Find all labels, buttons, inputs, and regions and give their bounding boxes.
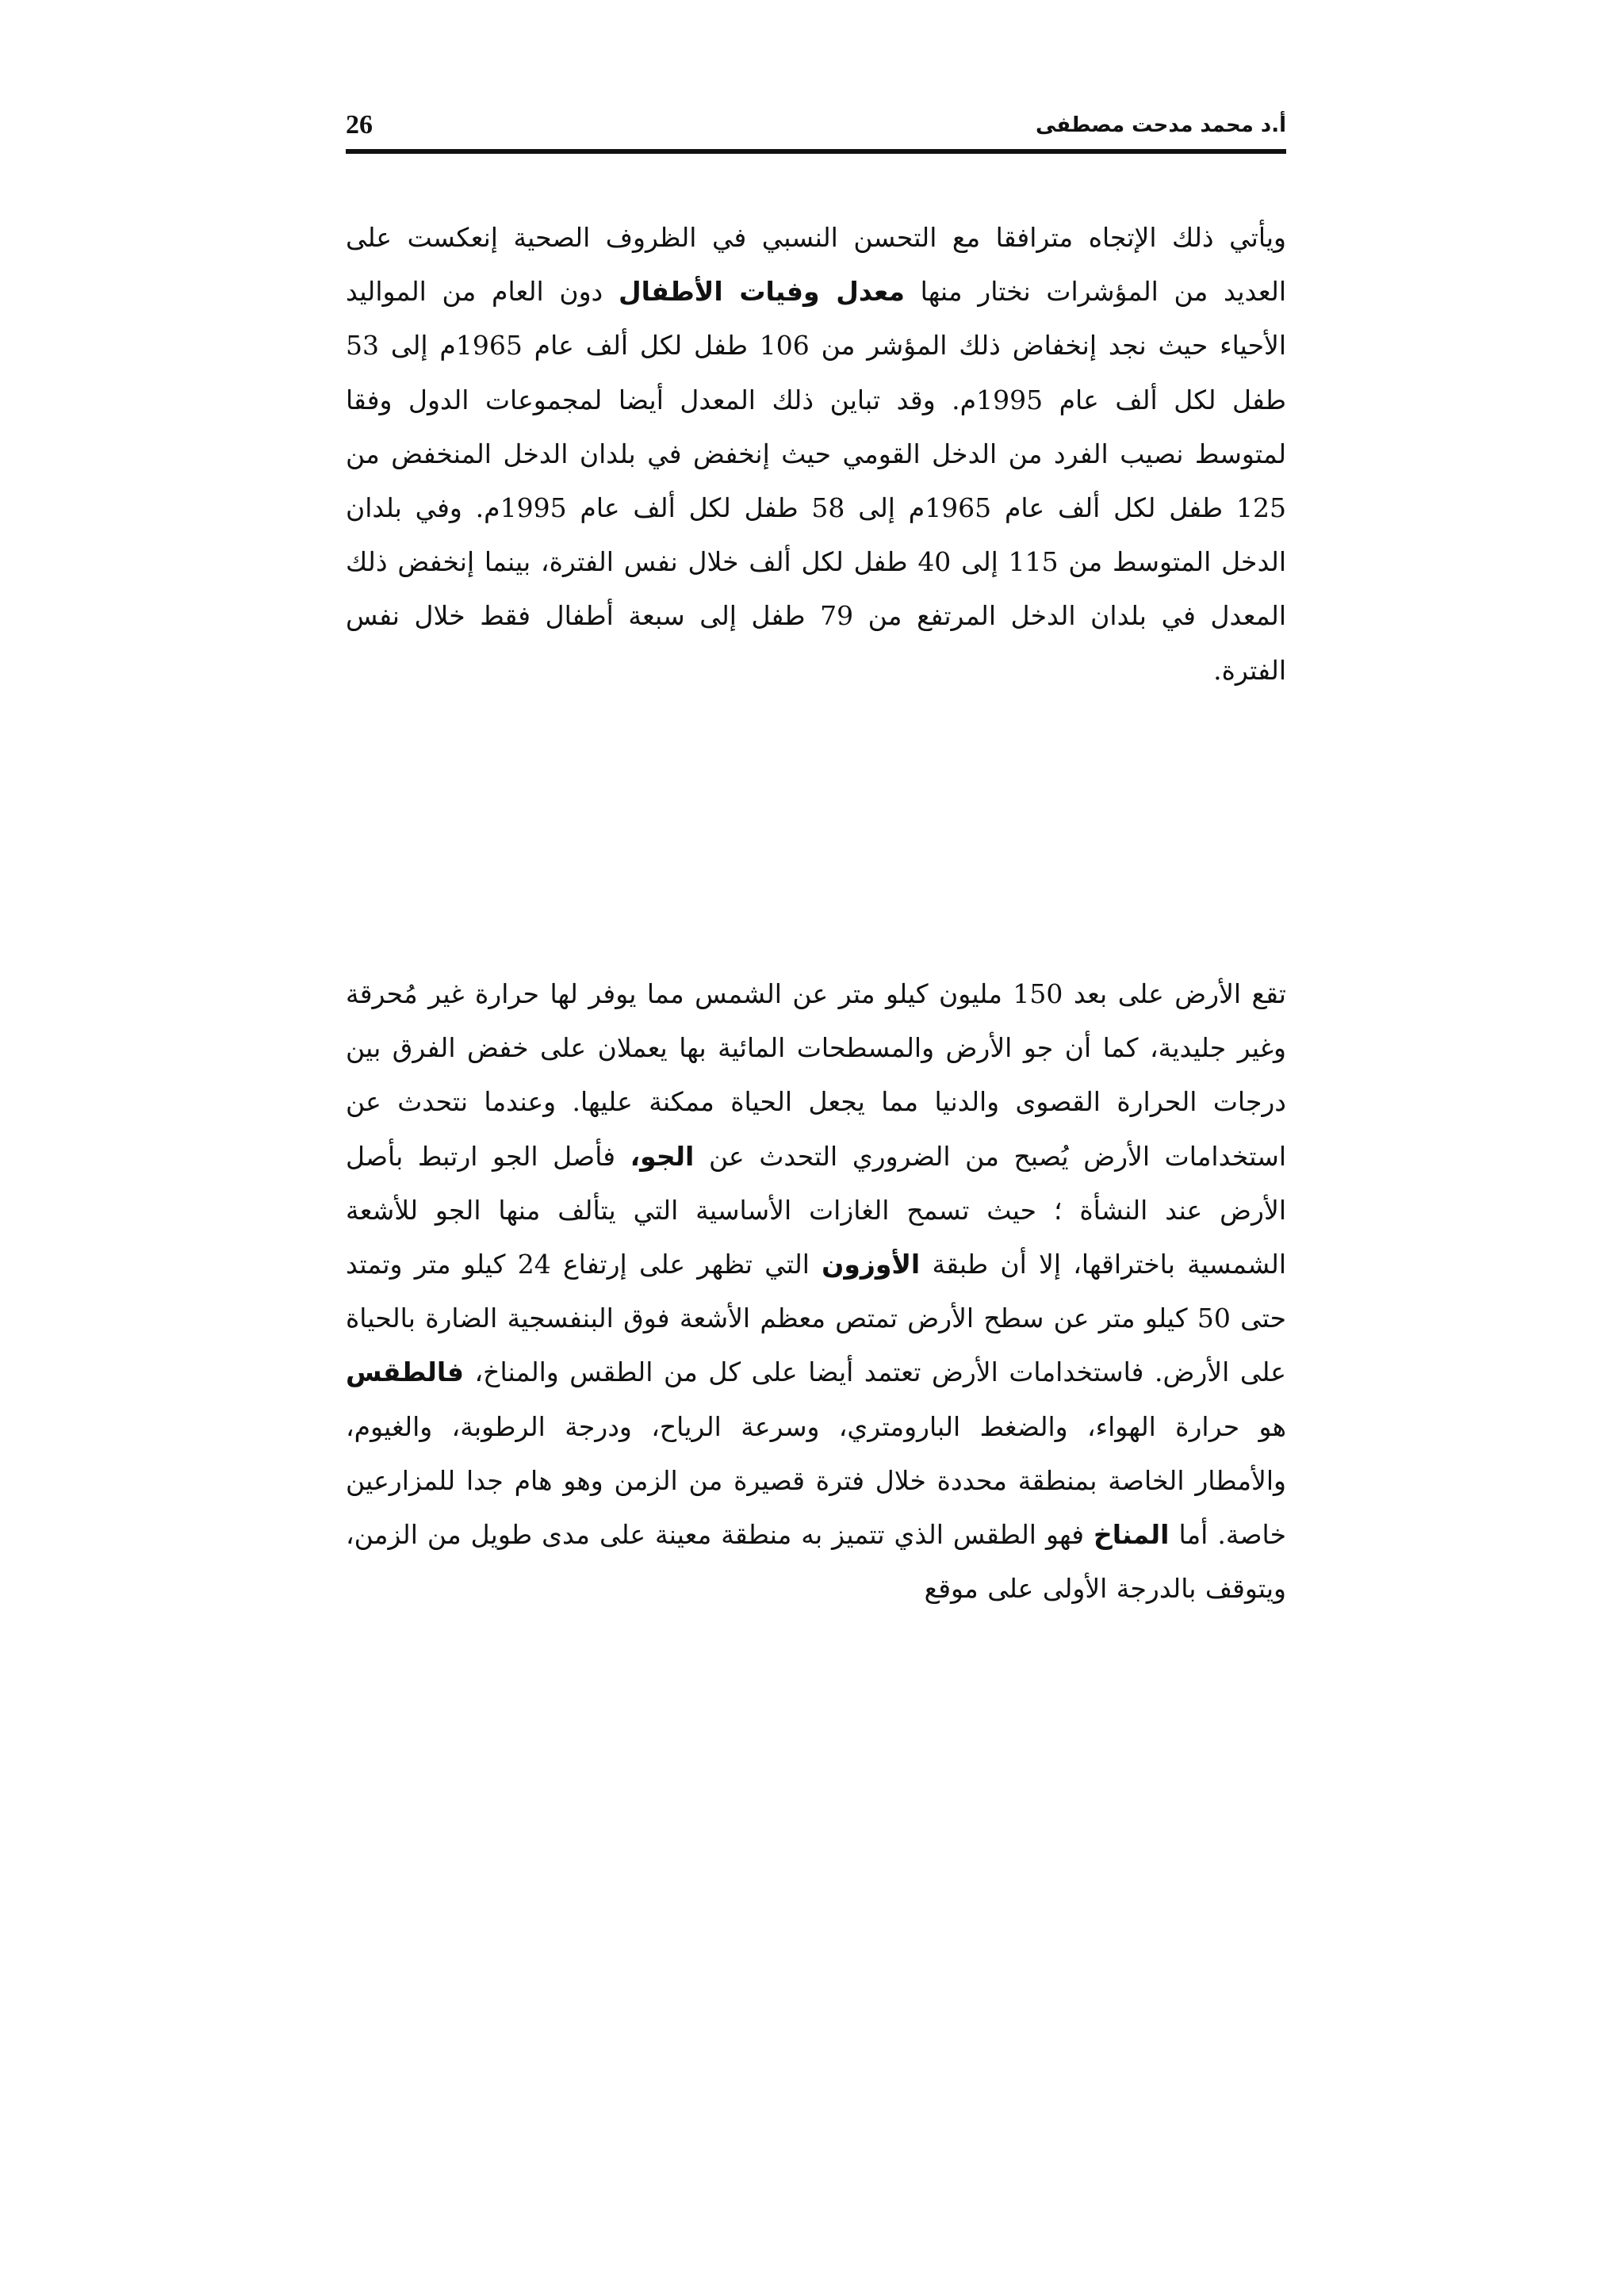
running-title: أ.د محمد مدحت مصطفى xyxy=(1035,113,1286,137)
paragraph-text: فهو الطقس الذي تتميز به منطقة معينة على مدى طويل من الزمن، ويتوقف بالدرجة الأولى على موقع xyxy=(346,1519,1286,1605)
bold-term-atmosphere: الجو، xyxy=(630,1140,695,1172)
bold-term-infant-mortality: معدل وفيات الأطفال xyxy=(618,276,905,308)
paragraph-text: التي تظهر على إرتفاع 24 كيلو متر وتمتد حتى 50 كيلو متر عن سطح الأرض تمتص معظم الأشعة فوق البنفسجية الضارة بالحياة على الأرض. فاستخدامات الأرض تعتمد أيضا على كل من الطقس والمناخ، xyxy=(346,1249,1286,1388)
page-number: 26 xyxy=(346,110,373,140)
paragraph-text: دون العام من المواليد الأحياء حيث نجد إنخفاض ذلك المؤشر من 106 طفل لكل ألف عام 1965م إلى 53 طفل لكل ألف عام 1995م. وقد تباين ذلك المعدل أيضا لمجموعات الدول وفقا لمتوسط نصيب الفرد من الدخل القومي حيث إنخفض في بلدان الدخل المنخفض من 125 طفل لكل ألف عام 1965م إلى 58 طفل لكل ألف عام 1995م. وفي بلدان الدخل المتوسط من 115 إلى 40 طفل لكل ألف خلال نفس الفترة، بينما إنخفض ذلك المعدل في بلدان الدخل المرتفع من 79 طفل إلى سبعة أطفال فقط خلال نفس الفترة. xyxy=(346,276,1287,686)
bold-term-ozone: الأوزون xyxy=(822,1249,921,1280)
paragraph-text: تقع الأرض على بعد 150 مليون كيلو متر عن الشمس مما يوفر لها حرارة غير مُحرقة وغير جليدية، كما أن جو الأرض والمسطحات المائية بها يعملان على خفض الفرق بين درجات الحرارة القصوى والدنيا مما يجعل الحياة ممكنة عليها. وعندما نتحدث عن استخدامات الأرض يُصبح من الضروري التحدث عن xyxy=(346,978,1286,1172)
bold-term-weather: فالطقس xyxy=(346,1357,464,1388)
page-header xyxy=(346,101,1286,154)
bold-term-climate: المناخ xyxy=(1093,1519,1170,1551)
paragraph-infant-mortality xyxy=(346,211,1286,698)
paragraph-text: ويأتي ذلك الإتجاه مترافقا مع التحسن النسبي في الظروف الصحية إنعكست على العديد من المؤشرات نختار منها xyxy=(346,222,1286,308)
paragraph-earth-atmosphere xyxy=(346,967,1286,1616)
paragraph-text: هو حرارة الهواء، والضغط البارومتري، وسرعة الرياح، ودرجة الرطوبة، والغيوم، والأمطار الخاصة بمنطقة محددة خلال فترة قصيرة من الزمن وهو هام جدا للمزارعين خاصة. أما xyxy=(346,1410,1286,1551)
paragraph-text: فأصل الجو ارتبط بأصل الأرض عند النشأة ؛ حيث تسمح الغازات الأساسية التي يتألف منها الجو للأشعة الشمسية باختراقها، إلا أن طبقة xyxy=(346,1140,1286,1280)
